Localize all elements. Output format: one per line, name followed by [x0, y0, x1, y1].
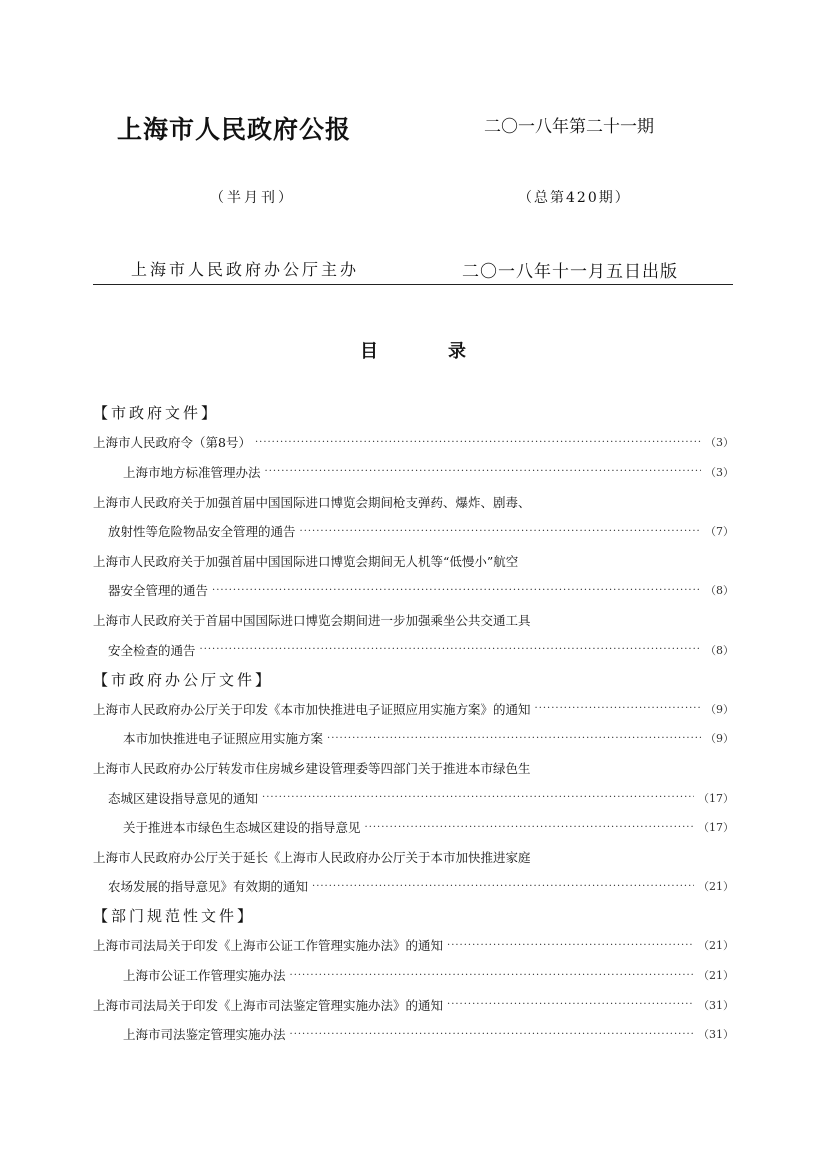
- dot-leader: [200, 644, 701, 655]
- toc-section-heading: [93, 664, 734, 694]
- toc-entry-title: 态城区建设指导意见的通知: [108, 790, 259, 806]
- toc-entry: [93, 1019, 734, 1049]
- total-issue-number: （总第420期）: [518, 190, 631, 206]
- toc-entry: [93, 724, 734, 754]
- toc-entry: [93, 842, 734, 872]
- toc-entry-title: 上海市人民政府关于首届中国国际进口博览会期间进一步加强乘坐公共交通工具: [93, 612, 531, 628]
- toc-entry-title: 上海市地方标准管理办法: [123, 464, 261, 480]
- toc-entry: [93, 783, 734, 813]
- toc-entry: [93, 960, 734, 990]
- dot-leader: [212, 585, 701, 596]
- toc-entry-title: 上海市人民政府令（第8号）: [93, 435, 251, 451]
- toc-entry-title: 安全检查的通告: [108, 642, 196, 658]
- toc-entry: [93, 576, 734, 606]
- toc-entry: [93, 428, 734, 458]
- toc-entry-title: 农场发展的指导意见》有效期的通知: [108, 879, 309, 895]
- toc-title-part-1: 目: [360, 341, 378, 362]
- toc-page-number: （8）: [705, 584, 734, 598]
- toc-entry: [93, 605, 734, 635]
- toc-page-number: （21）: [698, 969, 734, 983]
- toc-entry-title: 上海市人民政府办公厅关于印发《本市加快推进电子证照应用实施方案》的通知: [93, 701, 531, 717]
- toc-entry-title: 上海市司法局关于印发《上海市公证工作管理实施办法》的通知: [93, 938, 444, 954]
- dot-leader: [290, 970, 694, 981]
- toc-page-number: （21）: [698, 939, 734, 953]
- toc-entry: [93, 812, 734, 842]
- publication-frequency: （半月刊）: [210, 190, 295, 206]
- issue-number: 二〇一八年第二十一期: [484, 117, 654, 137]
- toc-entry: [93, 457, 734, 487]
- dot-leader: [365, 822, 694, 833]
- dot-leader: [265, 466, 701, 477]
- dot-leader: [447, 940, 694, 951]
- toc-entry-title: 【市政府文件】: [93, 404, 220, 423]
- toc-entry-title: 放射性等危险物品安全管理的通告: [108, 524, 296, 540]
- header-divider: [93, 284, 733, 285]
- dot-leader: [290, 1029, 694, 1040]
- toc-entry-title: 上海市人民政府关于加强首届中国国际进口博览会期间无人机等“低慢小”航空: [93, 553, 519, 569]
- dot-leader: [312, 881, 694, 892]
- toc-page-number: （9）: [705, 732, 734, 746]
- dot-leader: [262, 792, 694, 803]
- toc-entry-title: 上海市人民政府办公厅关于延长《上海市人民政府办公厅关于本市加快推进家庭: [93, 849, 531, 865]
- toc-entry-title: 【部门规范性文件】: [93, 907, 256, 926]
- sponsor: 上海市人民政府办公厅主办: [131, 260, 360, 279]
- toc-page-number: （3）: [705, 436, 734, 450]
- toc-entry-title: 【市政府办公厅文件】: [93, 670, 274, 689]
- toc-section-heading: [93, 901, 734, 931]
- toc-page-number: （21）: [698, 880, 734, 894]
- toc-entry: [93, 516, 734, 546]
- toc-entry-title: 本市加快推进电子证照应用实施方案: [123, 731, 324, 747]
- toc-entry-title: 关于推进本市绿色生态城区建设的指导意见: [123, 820, 361, 836]
- toc-page-number: （31）: [698, 1028, 734, 1042]
- publication-title: 上海市人民政府公报: [117, 115, 352, 144]
- toc-entry: [93, 753, 734, 783]
- toc-page-number: （17）: [698, 791, 734, 805]
- toc-entry-title: 上海市司法局关于印发《上海市司法鉴定管理实施办法》的通知: [93, 997, 444, 1013]
- toc-page-number: （31）: [698, 998, 734, 1012]
- toc-entry-title: 上海市人民政府办公厅转发市住房城乡建设管理委等四部门关于推进本市绿色生: [93, 760, 531, 776]
- toc-entry-title: 上海市司法鉴定管理实施办法: [123, 1027, 286, 1043]
- publish-date: 二〇一八年十一月五日出版: [462, 262, 678, 282]
- toc-entry-title: 上海市人民政府关于加强首届中国国际进口博览会期间枪支弹药、爆炸、剧毒、: [93, 494, 531, 510]
- toc-entry: [93, 635, 734, 665]
- toc-page-number: （3）: [705, 465, 734, 479]
- toc-entry: [93, 872, 734, 902]
- dot-leader: [535, 703, 701, 714]
- toc-title-part-2: 录: [448, 341, 466, 362]
- toc-page-number: （9）: [705, 702, 734, 716]
- toc-entry: [93, 990, 734, 1020]
- toc-entry: [93, 694, 734, 724]
- dot-leader: [255, 437, 701, 448]
- toc-entry-title: 器安全管理的通告: [108, 583, 209, 599]
- toc-entry: [93, 487, 734, 517]
- toc-entry-title: 上海市公证工作管理实施办法: [123, 968, 286, 984]
- table-of-contents: [93, 398, 734, 1049]
- toc-entry: [93, 931, 734, 961]
- dot-leader: [447, 999, 694, 1010]
- toc-page-number: （7）: [705, 525, 734, 539]
- toc-page-number: （17）: [698, 821, 734, 835]
- toc-entry: [93, 546, 734, 576]
- dot-leader: [327, 733, 701, 744]
- toc-section-heading: [93, 398, 734, 428]
- dot-leader: [300, 526, 701, 537]
- toc-page-number: （8）: [705, 643, 734, 657]
